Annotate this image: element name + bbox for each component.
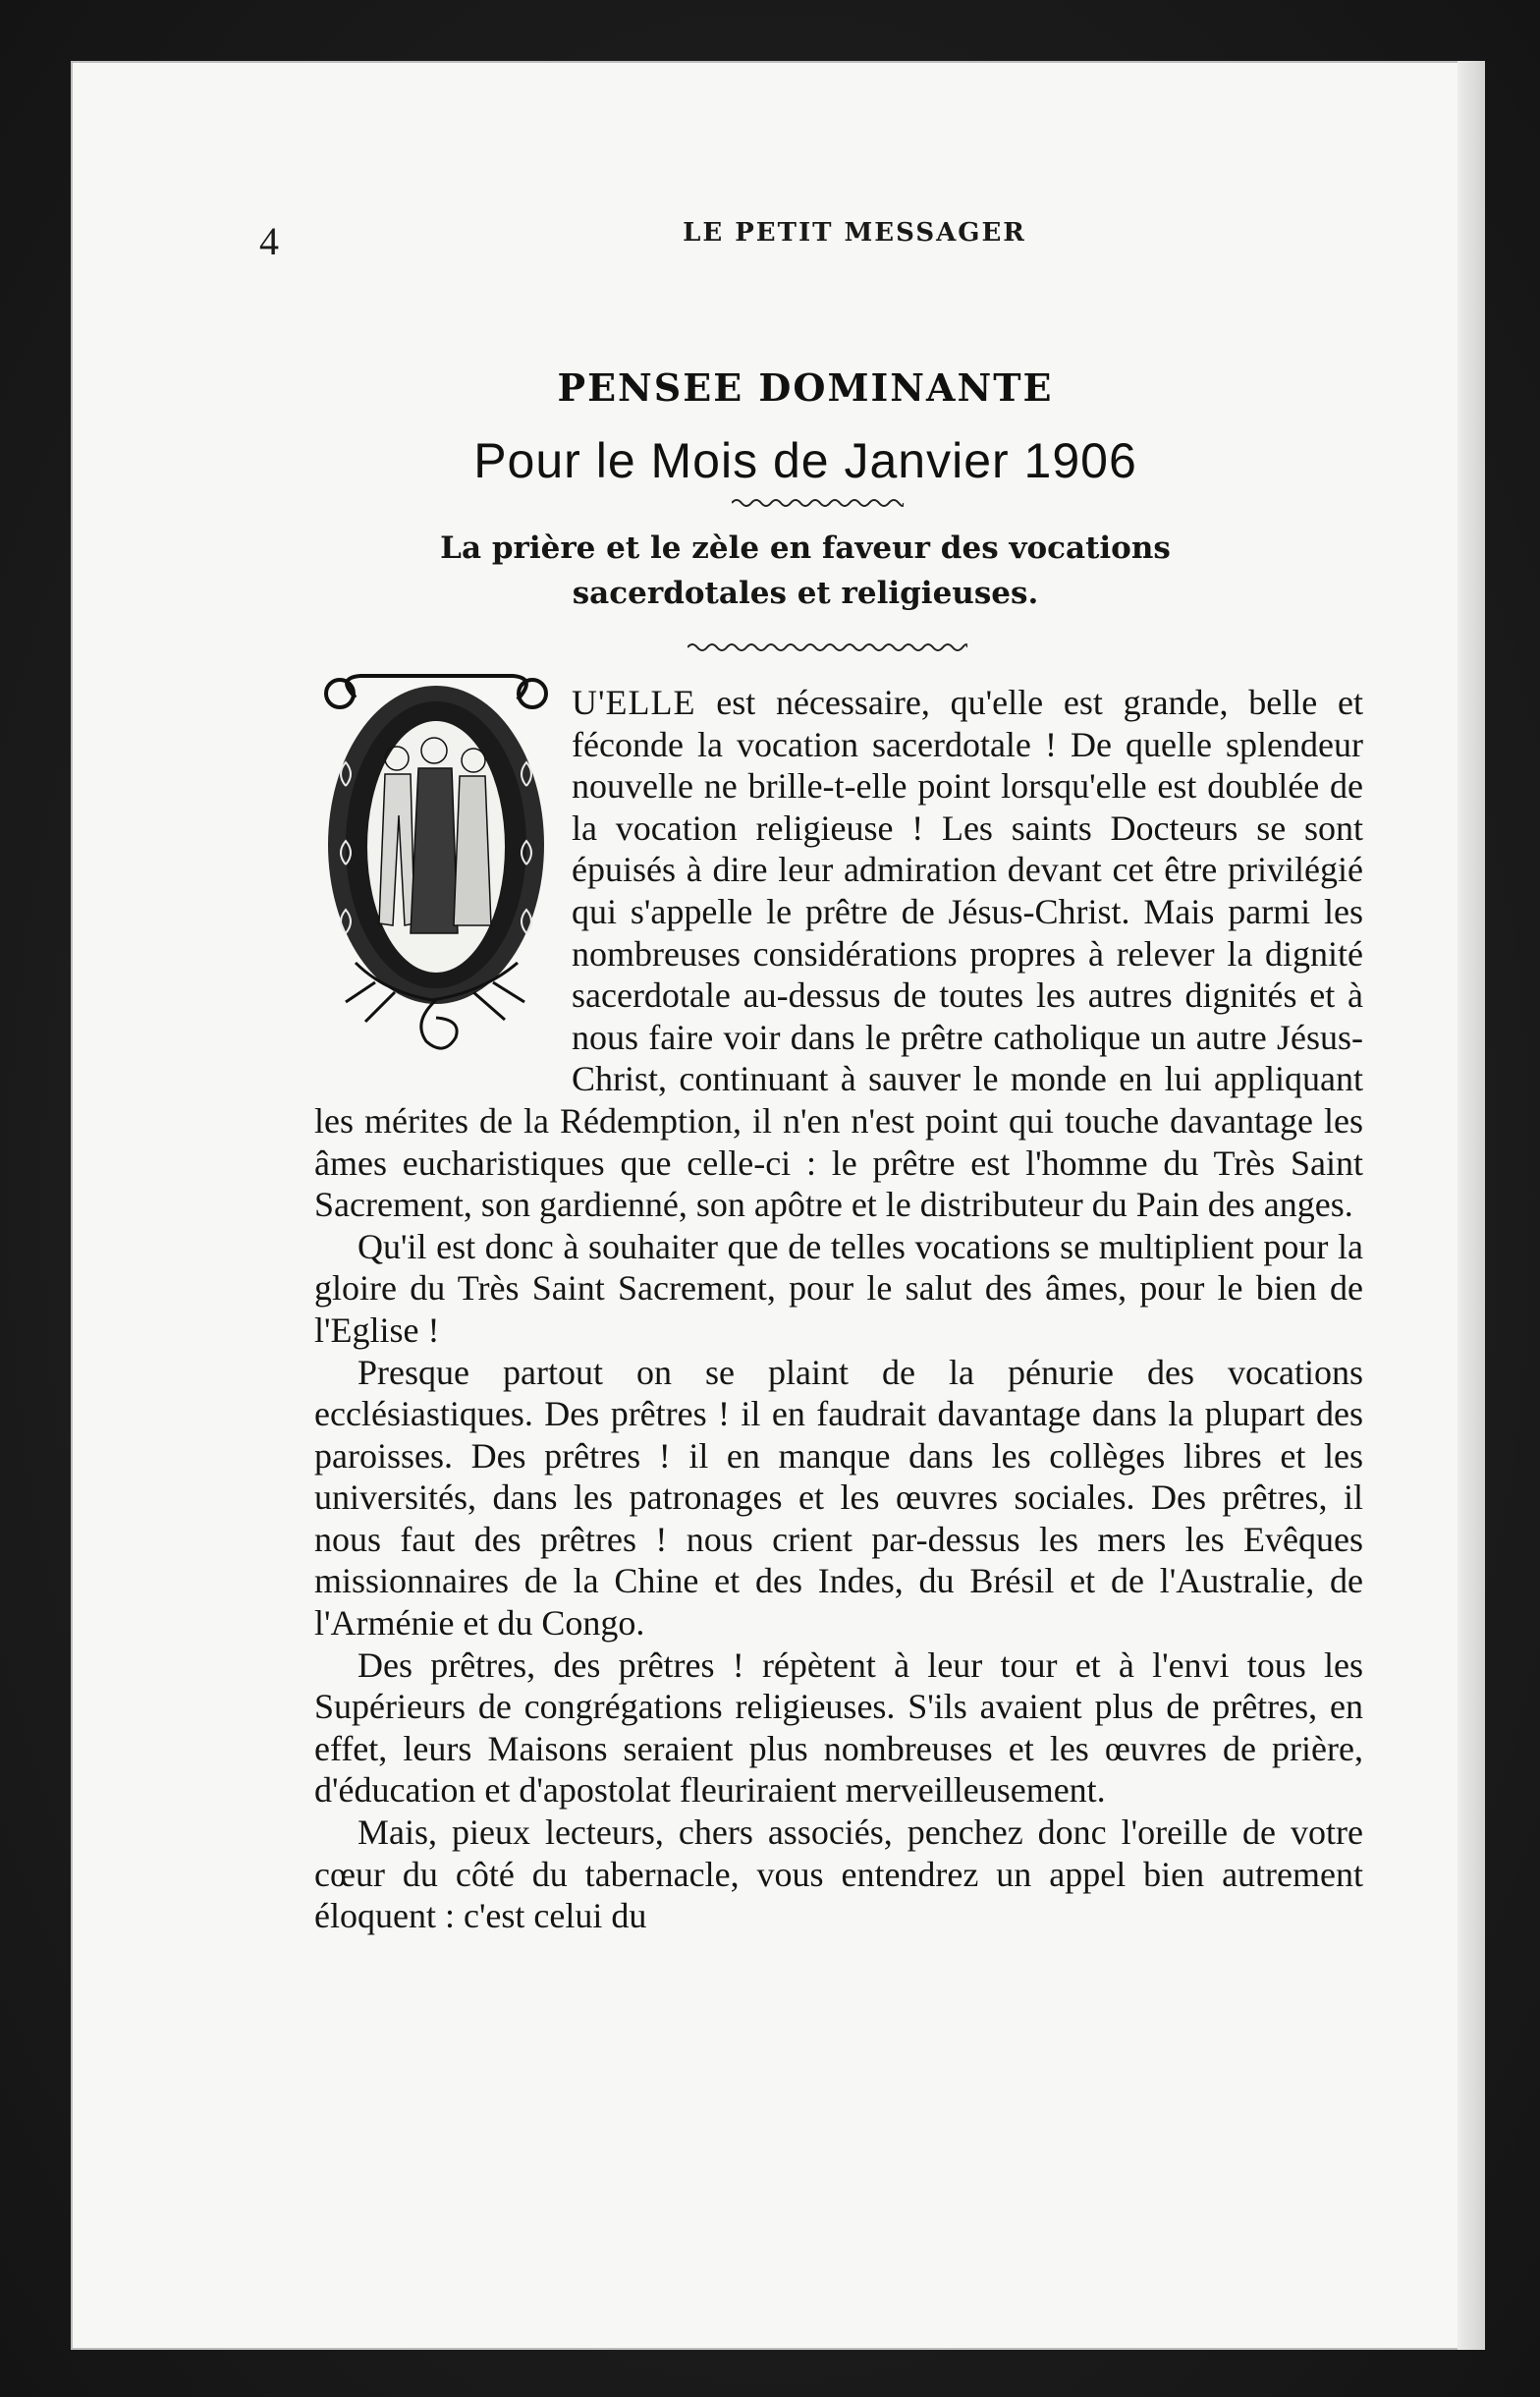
paragraph-1-text: est nécessaire, qu'elle est grande, belle et féconde la vocation sacerdotale ! De quelle splendeur nouvelle ne brille-t-elle point lorsqu'elle est doublée de la vocation religieuse ! Les saints Docteurs se sont épuisés à dire leur admiration devant cet être privilégié qui s'appelle le prêtre de Jésus-Christ. Mais parmi les nombreuses considérations propres à relever la dignité sacerdotale au-dessus de toutes les autres dignités et à nous faire voir dans le prêtre catholique un autre Jésus-Christ, continuant à sauver le monde en lui appliquant les mérites de la Rédemption, il n'en n'est point qui touche davantage les âmes eucharistiques que celle-ci : le prêtre est l'homme du Très Saint Sacrement, son gardienné, son apôtre et le distributeur du Pain des anges. xyxy=(314,683,1364,1225)
page-number: 4 xyxy=(259,219,279,263)
article-body xyxy=(314,682,1363,1937)
paragraph-4: Des prêtres, des prêtres ! répètent à leur tour et à l'envi tous les Supérieurs de congrégations religieuses. S'ils avaient plus de prêtres, en effet, leurs Maisons seraient plus nombreuses et les œuvres de prière, d'éducation et d'apostolat fleuriraient merveilleusement. xyxy=(314,1644,1363,1811)
paragraph-2: Qu'il est donc à souhaiter que de telles vocations se multiplient pour la gloire du Très Saint Sacrement, pour le salut des âmes, pour le bien de l'Eglise ! xyxy=(314,1226,1363,1350)
wavy-rule-ornament xyxy=(688,641,967,654)
theme-line-1: La prière et le zèle en faveur des vocations xyxy=(440,530,1171,566)
article-subtitle: Pour le Mois de Janvier 1906 xyxy=(473,433,1137,488)
paragraph-3: Presque partout on se plaint de la pénurie des vocations ecclésiastiques. Des prêtres ! il en faudrait davantage dans la plupart des paroisses. Des prêtres ! il en manque dans les collèges libres et les universités, dans les patronages et les œuvres sociales. Des prêtres, il nous faut des prêtres ! nous crient par-dessus les mers les Evêques missionnaires de la Chine et des Indes, du Brésil et de l'Australie, de l'Arménie et du Congo. xyxy=(314,1352,1363,1644)
running-head: LE PETIT MESSAGER xyxy=(683,218,1026,248)
opening-word: U'ELLE xyxy=(572,683,696,722)
wavy-rule-ornament xyxy=(732,496,904,510)
article-theme xyxy=(314,526,1296,616)
drop-cap-space xyxy=(314,686,572,1079)
paragraph-1 xyxy=(314,682,1363,1226)
page-edge xyxy=(1458,61,1485,2350)
paragraph-5: Mais, pieux lecteurs, chers associés, penchez donc l'oreille de votre cœur du côté du tabernacle, vous entendrez un appel bien autrement éloquent : c'est celui du xyxy=(314,1812,1363,1936)
theme-line-2: sacerdotales et religieuses. xyxy=(572,576,1039,611)
article-title: PENSEE DOMINANTE xyxy=(557,365,1054,410)
